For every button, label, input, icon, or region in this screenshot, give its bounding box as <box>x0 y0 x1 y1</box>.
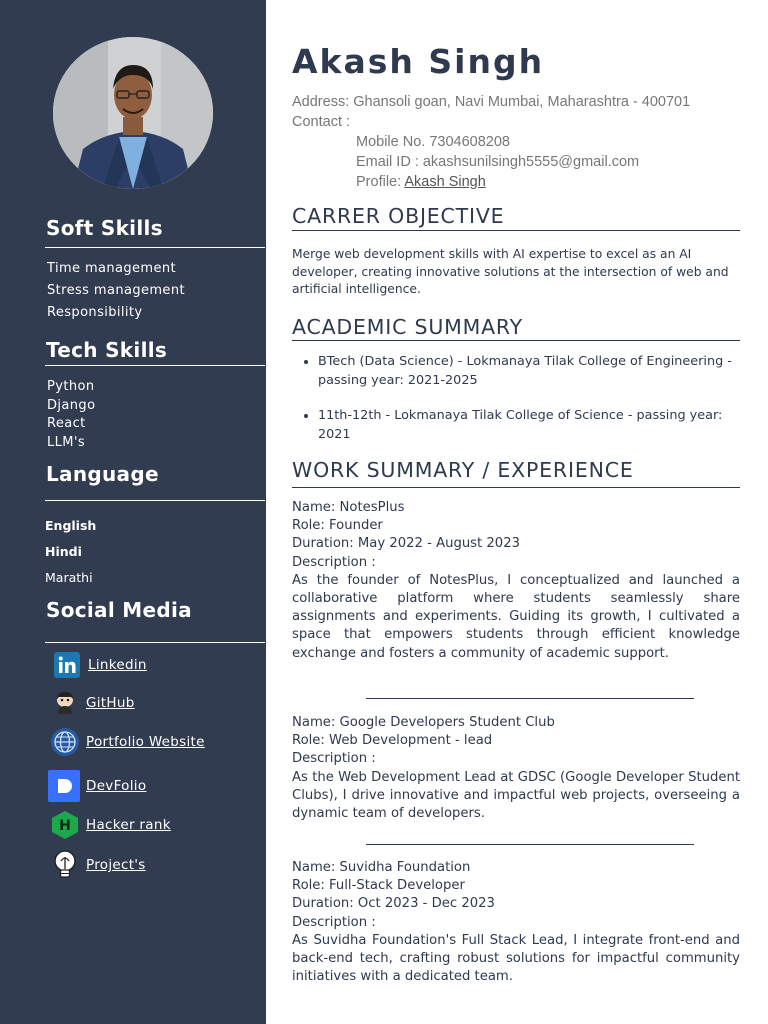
language-list <box>45 513 96 591</box>
social-link-label[interactable]: Portfolio Website <box>86 734 205 750</box>
tech-skill-item: LLM's <box>47 434 86 450</box>
profile-photo <box>53 37 213 189</box>
work-entry <box>292 714 740 823</box>
soft-skill-item: Time management <box>47 261 177 276</box>
social-link-hackerrank[interactable] <box>50 810 171 840</box>
social-link-label[interactable]: Project's <box>86 857 146 873</box>
social-link-devfolio[interactable] <box>48 770 146 802</box>
work-separator <box>366 698 694 699</box>
profile-link[interactable]: Akash Singh <box>404 174 486 190</box>
email-text: Email ID : akashsunilsingh5555@gmail.com <box>356 154 640 170</box>
work-divider <box>292 487 740 488</box>
tech-skill-item: Python <box>47 379 95 394</box>
candidate-name: Akash Singh <box>292 42 545 81</box>
soft-skills-divider <box>45 247 265 248</box>
sidebar <box>0 0 266 1024</box>
contact-label: Contact : <box>292 114 351 130</box>
social-link-label[interactable]: DevFolio <box>86 778 147 794</box>
work-role: Role: Full-Stack Developer <box>292 878 465 894</box>
social-link-linkedin[interactable] <box>52 650 147 680</box>
person-portrait-icon <box>53 37 213 189</box>
devfolio-icon <box>48 770 80 802</box>
work-desc-label: Description : <box>292 554 376 570</box>
work-name: Name: NotesPlus <box>292 500 405 515</box>
language-heading: Language <box>46 462 159 486</box>
social-link-projects[interactable] <box>50 850 146 880</box>
social-link-github[interactable] <box>50 688 135 718</box>
academic-divider <box>292 340 740 341</box>
tech-skills-heading: Tech Skills <box>46 338 168 362</box>
contact-block <box>292 92 690 192</box>
work-entry <box>292 859 740 986</box>
linkedin-icon <box>52 650 82 680</box>
address-text: Address: Ghansoli goan, Navi Mumbai, Maharashtra - 400701 <box>292 94 691 110</box>
globe-icon <box>50 727 80 757</box>
social-link-label[interactable]: Hacker rank <box>86 817 171 833</box>
language-divider <box>45 500 265 501</box>
profile-row <box>292 172 690 192</box>
objective-text: Merge web development skills with AI expertise to excel as an AI developer, creating innovative solutions at the intersection of web and artificial intelligence. <box>292 247 729 296</box>
lightbulb-icon <box>50 850 80 880</box>
work-duration: Duration: Oct 2023 - Dec 2023 <box>292 896 495 912</box>
main-content <box>266 0 768 1024</box>
tech-skills-list <box>47 378 95 452</box>
tech-skill-item: Django <box>47 397 96 413</box>
work-description: As the Web Development Lead at GDSC (Google Developer Student Clubs), I drive innovative and impactful web projects, overseeing a dynamic team of developers. <box>292 769 740 822</box>
language-item: Marathi <box>45 570 93 585</box>
academic-heading: ACADEMIC SUMMARY <box>292 315 523 339</box>
soft-skill-item: Stress management <box>47 283 185 298</box>
social-link-label[interactable]: Linkedin <box>88 657 147 673</box>
academic-item: • 11th-12th - Lokmanaya Tilak College of Science - passing year: 2021 <box>318 407 758 444</box>
social-media-divider <box>45 642 265 643</box>
soft-skill-item: Responsibility <box>47 305 143 320</box>
language-item: Hindi <box>45 544 82 559</box>
hackerrank-icon <box>50 810 80 840</box>
objective-divider <box>292 230 740 231</box>
profile-label: Profile: <box>356 174 405 190</box>
svg-text:H: H <box>59 818 71 834</box>
academic-item: • BTech (Data Science) - Lokmanaya Tilak College of Engineering - passing year: 2021-2025 <box>318 353 758 390</box>
work-name: Name: Suvidha Foundation <box>292 860 471 875</box>
work-desc-label: Description : <box>292 914 376 930</box>
tech-skill-item: React <box>47 416 86 431</box>
github-icon <box>50 688 80 718</box>
tech-skills-divider <box>45 365 265 366</box>
soft-skills-list <box>47 258 185 324</box>
social-media-heading: Social Media <box>46 598 192 622</box>
mobile-text: Mobile No. 7304608208 <box>356 134 510 150</box>
soft-skills-heading: Soft Skills <box>46 216 163 240</box>
work-name: Name: Google Developers Student Club <box>292 715 555 730</box>
work-role: Role: Web Development - lead <box>292 733 493 749</box>
work-entry <box>292 499 740 663</box>
work-desc-label: Description : <box>292 751 376 767</box>
work-role: Role: Founder <box>292 518 383 534</box>
work-description: As the founder of NotesPlus, I conceptualized and launched a collaborative platform where students seamlessly share assignments and experiments. Guiding its growth, I cultivated a space that empowers students through efficient knowledge exchange and fosters a community of academic support. <box>292 572 740 661</box>
work-separator <box>366 844 694 845</box>
work-description: As Suvidha Foundation's Full Stack Lead, I integrate front-end and back-end tech, crafting robust solutions for impactful community initiatives with a dedicated team. <box>292 932 740 985</box>
academic-list <box>292 353 758 461</box>
work-heading: WORK SUMMARY / EXPERIENCE <box>292 458 634 482</box>
language-item: English <box>45 518 97 533</box>
social-link-portfolio[interactable] <box>50 727 205 757</box>
objective-heading: CARRER OBJECTIVE <box>292 204 505 228</box>
social-link-label[interactable]: GitHub <box>86 695 135 711</box>
work-duration: Duration: May 2022 - August 2023 <box>292 536 520 552</box>
